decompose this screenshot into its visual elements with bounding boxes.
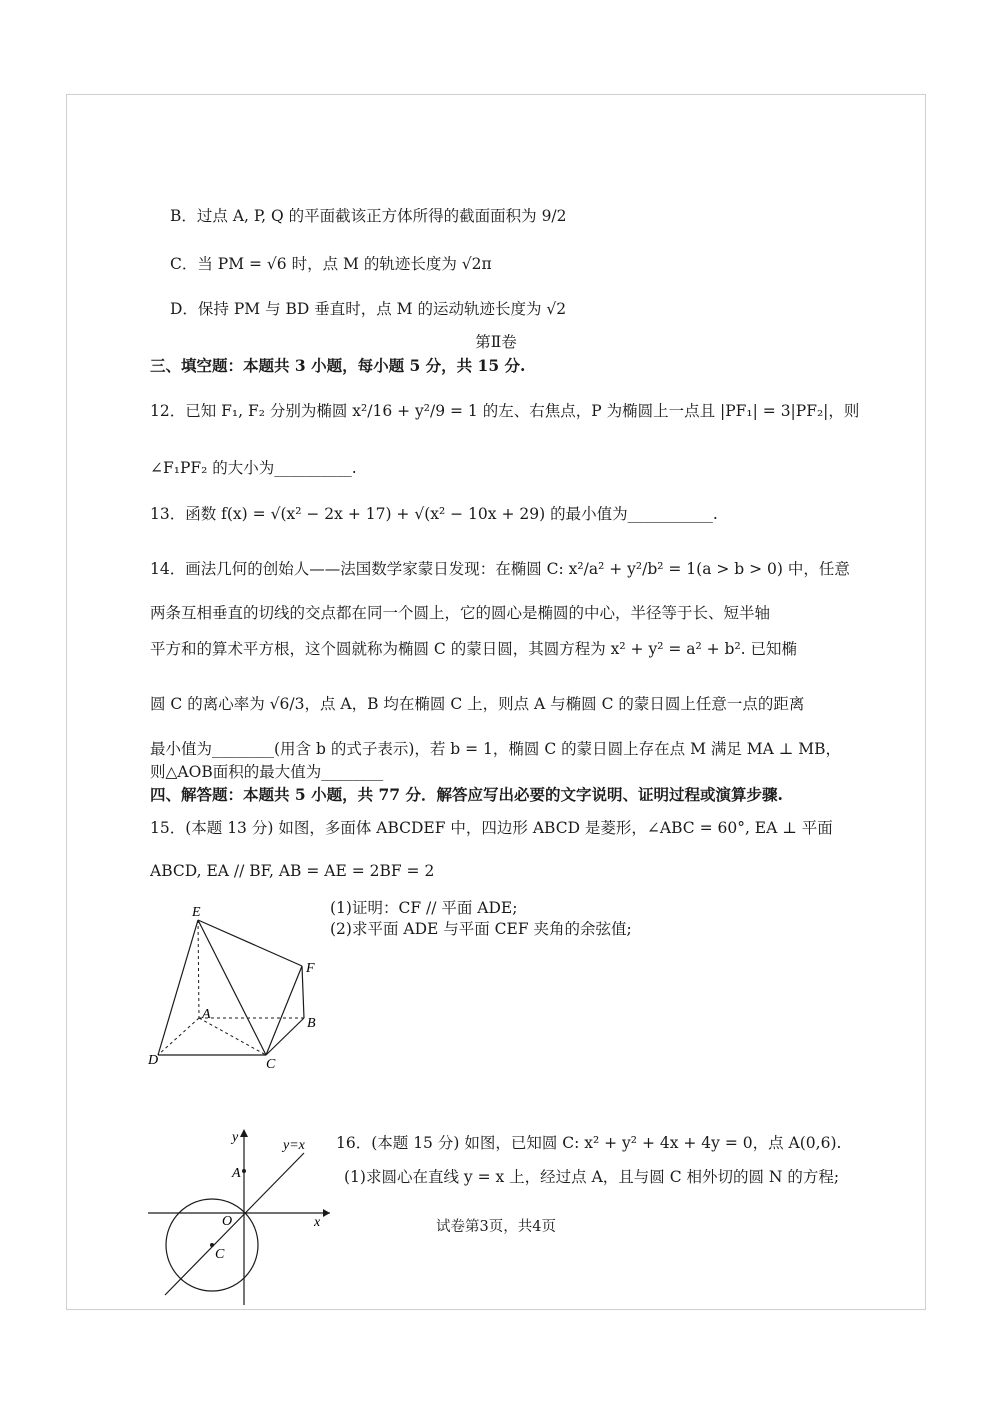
question-12-line-2: ∠F₁PF₂ 的大小为__________.: [150, 459, 357, 477]
edge-FB: [302, 966, 304, 1018]
section-3-heading: 三、填空题：本题共 3 小题，每小题 5 分，共 15 分.: [150, 356, 526, 375]
label-y: y: [232, 1130, 239, 1145]
question-15-line-2: ABCD, EA // BF, AB = AE = 2BF = 2: [150, 862, 435, 880]
option-b: B．过点 A, P, Q 的平面截该正方体所得的截面面积为 9/2: [170, 207, 567, 225]
edge-FC: [266, 966, 302, 1055]
label-B: B: [307, 1016, 316, 1031]
label-x: x: [314, 1215, 321, 1230]
question-13: 13．函数 f(x) = √(x² − 2x + 17) + √(x² − 10x + 29) 的最小值为___________.: [150, 505, 718, 523]
label-F: F: [306, 961, 315, 976]
option-c: C．当 PM = √6 时，点 M 的轨迹长度为 √2π: [170, 255, 492, 273]
question-15-line-1: 15．(本题 13 分) 如图，多面体 ABCDEF 中，四边形 ABCD 是菱形，∠ABC = 60°, EA ⊥ 平面: [150, 819, 833, 837]
label-c: C: [215, 1247, 225, 1262]
circle-figure: [145, 1125, 335, 1305]
question-14-line-6: 则△AOB面积的最大值为________: [150, 763, 384, 781]
label-line: y=x: [283, 1138, 305, 1153]
label-A: A: [202, 1007, 211, 1022]
section-4-heading: 四、解答题：本题共 5 小题，共 77 分．解答应写出必要的文字说明、证明过程或演算步骤.: [150, 785, 783, 804]
question-14-line-2: 两条互相垂直的切线的交点都在同一个圆上，它的圆心是椭圆的中心，半径等于长、短半轴: [150, 604, 771, 622]
question-14-line-1: 14．画法几何的创始人——法国数学家蒙日发现：在椭圆 C: x²/a² + y²/b² = 1(a > b > 0) 中，任意: [150, 560, 850, 578]
question-14-line-3: 平方和的算术平方根，这个圆就称为椭圆 C 的蒙日圆，其圆方程为 x² + y² = a² + b². 已知椭: [150, 640, 798, 658]
question-15-part-1: (1)证明：CF // 平面 ADE;: [330, 899, 518, 917]
edge-EF: [198, 920, 302, 966]
question-15-part-2: (2)求平面 ADE 与平面 CEF 夹角的余弦值;: [330, 920, 632, 938]
question-12-line-1: 12．已知 F₁, F₂ 分别为椭圆 x²/16 + y²/9 = 1 的左、右焦点，P 为椭圆上一点且 |PF₁| = 3|PF₂|，则: [150, 402, 860, 420]
point-a: [242, 1169, 246, 1173]
label-o: O: [222, 1214, 233, 1229]
option-d: D．保持 PM 与 BD 垂直时，点 M 的运动轨迹长度为 √2: [170, 300, 567, 318]
edge-AC-hidden: [199, 1018, 266, 1055]
edge-EA-hidden: [198, 920, 199, 1018]
edge-BC: [266, 1018, 304, 1055]
edge-ED: [158, 920, 198, 1055]
label-C: C: [266, 1057, 276, 1072]
y-axis-arrow: [240, 1129, 248, 1137]
question-16-line-1: 16．(本题 15 分) 如图，已知圆 C: x² + y² + 4x + 4y = 0，点 A(0,6).: [336, 1134, 842, 1152]
label-a: A: [232, 1166, 241, 1181]
page-footer: 试卷第3页，共4页: [436, 1219, 556, 1235]
point-c: [210, 1243, 214, 1247]
edge-EC: [198, 920, 266, 1055]
question-14-line-4: 圆 C 的离心率为 √6/3，点 A，B 均在椭圆 C 上，则点 A 与椭圆 C 的蒙日圆上任意一点的距离: [150, 695, 805, 713]
question-16-line-2: (1)求圆心在直线 y = x 上，经过点 A，且与圆 C 相外切的圆 N 的方程;: [344, 1168, 840, 1186]
volume-title: 第Ⅱ卷: [475, 333, 517, 351]
question-14-line-5: 最小值为________(用含 b 的式子表示)，若 b = 1，椭圆 C 的蒙日圆上存在点 M 满足 MA ⊥ MB，: [150, 740, 842, 758]
label-D: D: [148, 1053, 159, 1068]
x-axis-arrow: [323, 1209, 330, 1217]
polyhedron-figure: [140, 895, 330, 1075]
edge-AD-hidden: [158, 1018, 199, 1055]
label-E: E: [192, 905, 201, 920]
